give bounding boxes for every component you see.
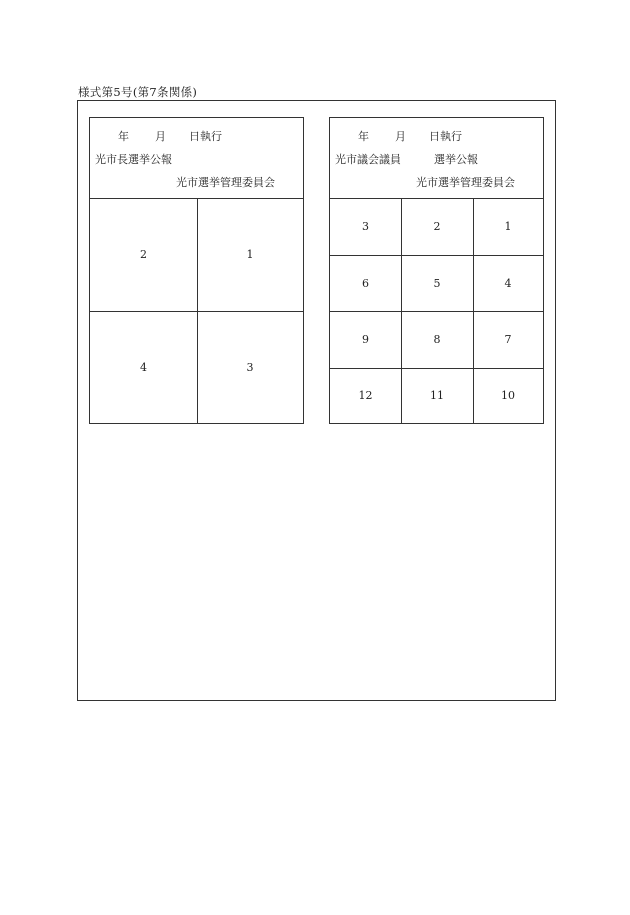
- candidate-cell: 5: [433, 276, 441, 290]
- election-name: 光市長選挙公報: [95, 153, 172, 166]
- panel-header: [330, 118, 543, 199]
- execution-date-line: [358, 128, 462, 144]
- committee-name: 光市選挙管理委員会: [176, 176, 275, 189]
- grid-divider: [330, 368, 543, 369]
- candidate-cell: 9: [362, 333, 369, 346]
- date-month-label: 月: [395, 130, 406, 143]
- date-day-label: 日執行: [189, 130, 222, 143]
- execution-date-line: [118, 128, 222, 144]
- candidate-cell: 1: [504, 220, 512, 233]
- candidate-cell: 1: [246, 248, 254, 261]
- grid-divider: [90, 311, 303, 312]
- council-election-bulletin-panel: [329, 117, 544, 424]
- candidate-cell: 8: [433, 333, 441, 346]
- candidate-grid: [90, 198, 303, 423]
- candidate-cell: 12: [358, 389, 373, 402]
- candidate-cell: 11: [430, 389, 444, 402]
- committee-name: 光市選挙管理委員会: [416, 176, 515, 189]
- candidate-cell: 3: [362, 220, 369, 233]
- panel-header: [90, 118, 303, 199]
- candidate-cell: 2: [140, 248, 147, 261]
- candidate-cell: 4: [504, 276, 512, 290]
- candidate-cell: 6: [362, 276, 369, 290]
- candidate-cell: 3: [246, 360, 254, 374]
- grid-divider: [330, 255, 543, 256]
- mayor-election-bulletin-panel: [89, 117, 304, 424]
- election-name-bulletin: 選挙公報: [434, 153, 478, 166]
- candidate-cell: 2: [433, 220, 441, 233]
- date-day-label: 日執行: [429, 130, 462, 143]
- candidate-cell: 10: [501, 389, 515, 402]
- date-month-label: 月: [155, 130, 166, 143]
- election-name: [335, 151, 478, 167]
- candidate-cell: 7: [504, 333, 512, 346]
- date-year-label: 年: [358, 130, 369, 143]
- candidate-cell: 4: [140, 360, 147, 374]
- election-name-council: 光市議会議員: [335, 153, 401, 166]
- grid-divider: [330, 311, 543, 312]
- candidate-grid: [330, 198, 543, 423]
- date-year-label: 年: [118, 130, 129, 143]
- form-title: 様式第5号(第7条関係): [78, 85, 198, 99]
